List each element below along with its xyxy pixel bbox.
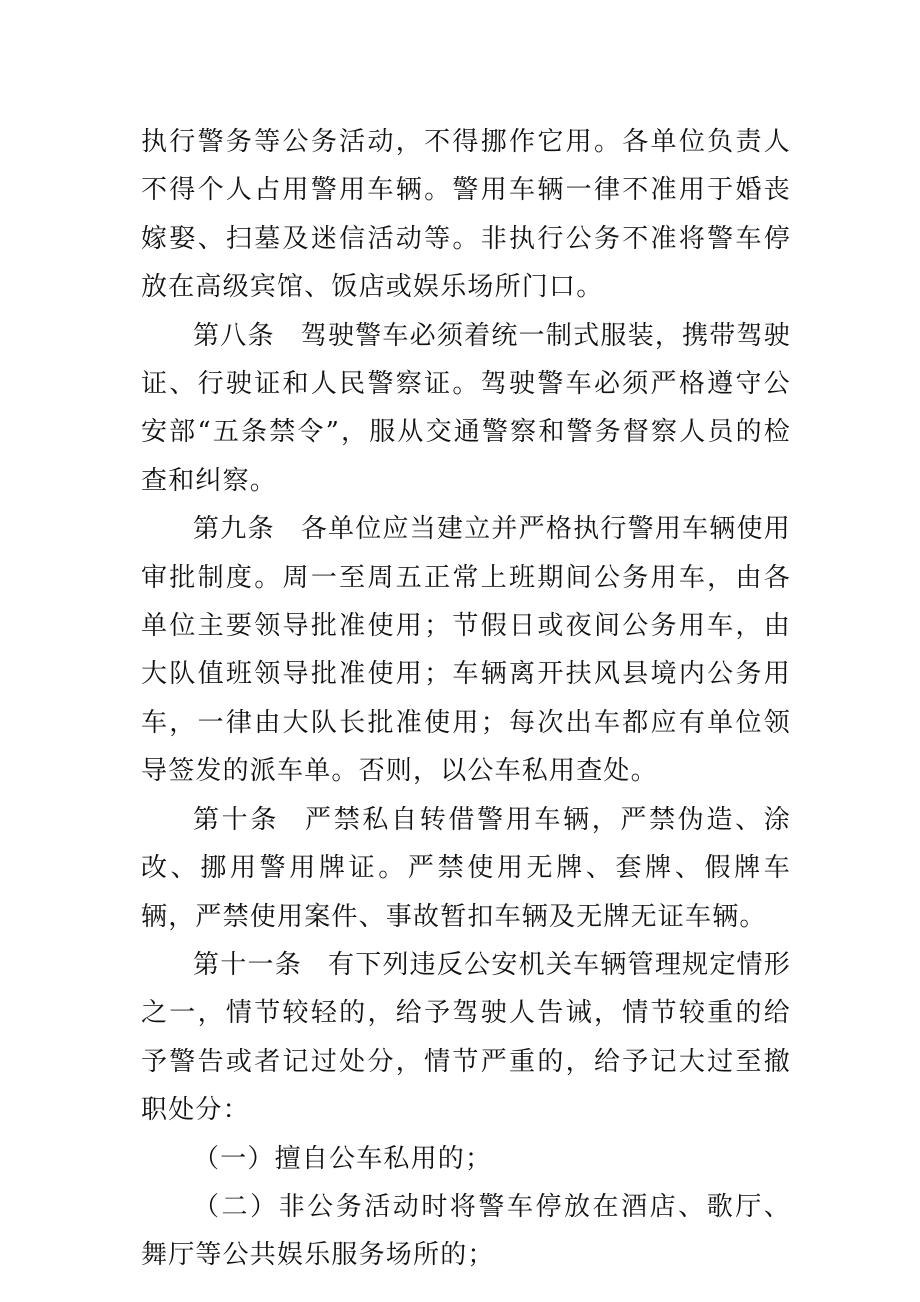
list-item-1 [141, 1135, 791, 1183]
article-10 [141, 796, 791, 941]
article-number: 第八条 [193, 320, 275, 351]
article-11 [141, 941, 791, 1135]
paragraph-continuation [141, 118, 791, 312]
paragraph-text: 严禁私自转借警用车辆，严禁伪造、涂改、挪用警用牌证。严禁使用无牌、套牌、假牌车辆，严禁使用案件、事故暂扣车辆及无牌无证车辆。 [141, 804, 791, 932]
paragraph-text: 有下列违反公安机关车辆管理规定情形之一，情节较轻的，给予驾驶人告诫，情节较重的给予警告或者记过处分，情节严重的，给予记大过至撤职处分： [141, 949, 791, 1126]
article-number: 第九条 [193, 514, 275, 545]
paragraph-text: 执行警务等公务活动，不得挪作它用。各单位负责人不得个人占用警用车辆。警用车辆一律不准用于婚丧嫁娶、扫墓及迷信活动等。非执行公务不准将警车停放在高级宾馆、饭店或娱乐场所门口。 [141, 127, 791, 303]
list-item-2 [141, 1183, 791, 1280]
article-number: 第十条 [193, 804, 280, 835]
article-8 [141, 312, 791, 506]
paragraph-text: （一）擅自公车私用的； [193, 1143, 493, 1174]
paragraph-text: （二）非公务活动时将警车停放在酒店、歌厅、舞厅等公共娱乐服务场所的； [141, 1191, 791, 1271]
paragraph-text: 各单位应当建立并严格执行警用车辆使用审批制度。周一至周五正常上班期间公务用车，由各单位主要领导批准使用；节假日或夜间公务用车，由大队值班领导批准使用；车辆离开扶风县境内公务用车，一律由大队长批准使用；每次出车都应有单位领导签发的派车单。否则，以公车私用查处。 [141, 514, 791, 787]
article-9 [141, 505, 791, 795]
article-number: 第十一条 [193, 949, 302, 980]
paragraph-text: 驾驶警车必须着统一制式服装，携带驾驶证、行驶证和人民警察证。驾驶警车必须严格遵守公安部“五条禁令”，服从交通警察和警务督察人员的检查和纠察。 [141, 320, 791, 496]
document-body [141, 118, 791, 1280]
